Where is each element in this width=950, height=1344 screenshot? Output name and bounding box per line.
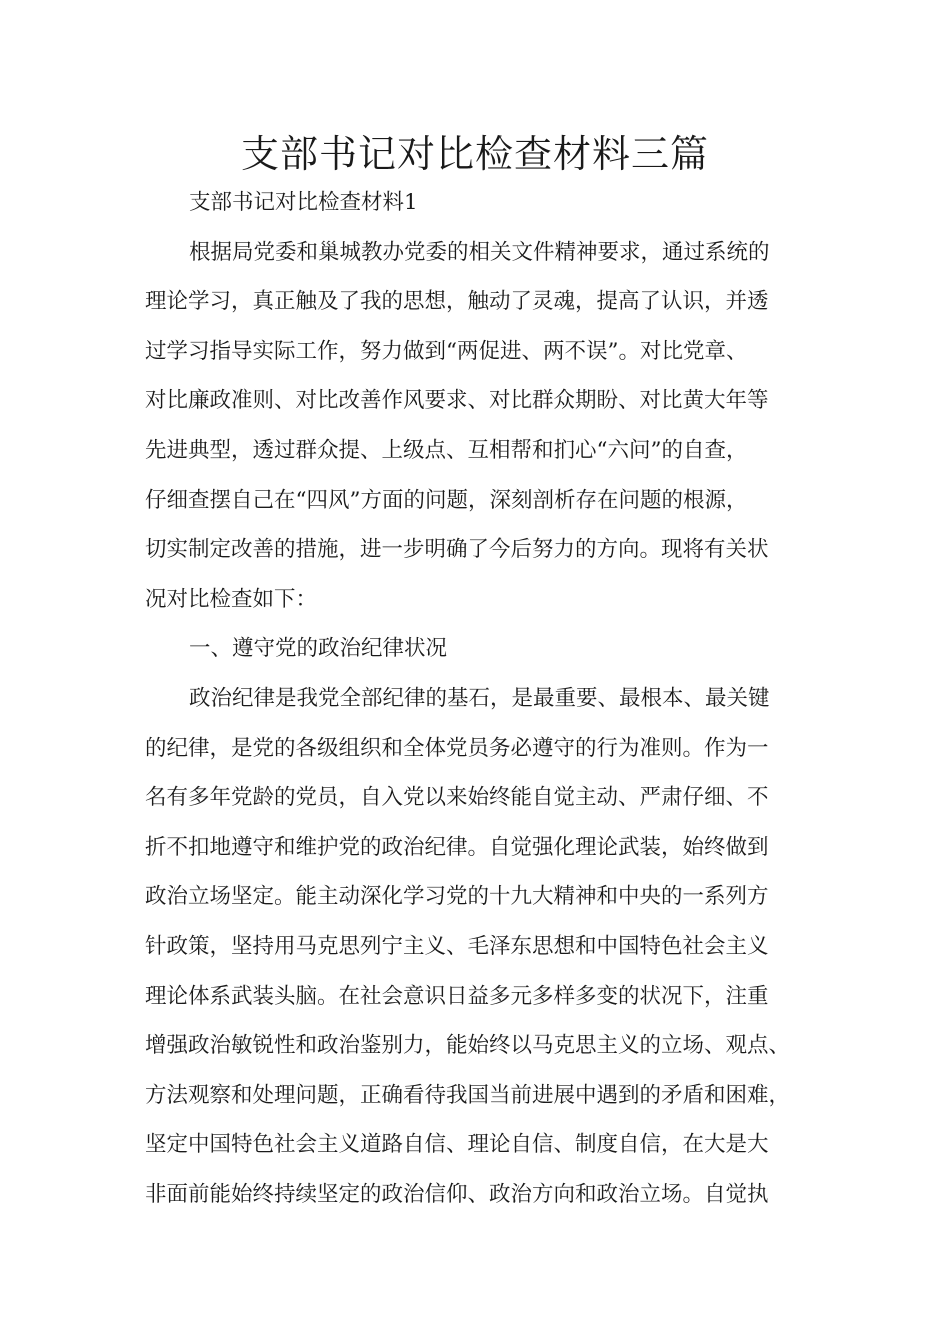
text-line: 仔细查摆自己在“四风”方面的问题，深刻剖析存在问题的根源，	[145, 487, 748, 513]
text-line: 对比廉政准则、对比改善作风要求、对比群众期盼、对比黄大年等	[145, 388, 769, 414]
text-line: 理论体系武装头脑。在社会意识日益多元多样多变的状况下，注重	[145, 983, 769, 1009]
text-line: 名有多年党龄的党员，自入党以来始终能自觉主动、严肃仔细、不	[145, 785, 769, 811]
text-line: 坚定中国特色社会主义道路自信、理论自信、制度自信，在大是大	[145, 1132, 769, 1158]
text-line: 针政策，坚持用马克思列宁主义、毛泽东思想和中国特色社会主义	[145, 933, 769, 959]
text-line: 政治纪律是我党全部纪律的基石，是最重要、最根本、最关键	[189, 685, 770, 711]
document-body	[145, 178, 817, 1219]
text-line: 折不扣地遵守和维护党的政治纪律。自觉强化理论武装，始终做到	[145, 834, 769, 860]
text-line: 过学习指导实际工作，努力做到“两促进、两不误”。对比党章、	[145, 338, 748, 364]
text-line: 切实制定改善的措施，进一步明确了今后努力的方向。现将有关状	[145, 537, 769, 563]
document-title: 支部书记对比检查材料三篇	[240, 132, 709, 176]
text-line: 方法观察和处理问题，正确看待我国当前进展中遇到的矛盾和困难，	[145, 1082, 791, 1108]
text-line: 非面前能始终持续坚定的政治信仰、政治方向和政治立场。自觉执	[145, 1181, 769, 1207]
text-line: 支部书记对比检查材料1	[189, 190, 418, 215]
text-line: 况对比检查如下：	[145, 586, 318, 612]
text-line: 政治立场坚定。能主动深化学习党的十九大精神和中央的一系列方	[145, 884, 769, 910]
text-line: 根据局党委和巢城教办党委的相关文件精神要求，通过系统的	[189, 239, 770, 265]
text-line: 先进典型，透过群众提、上级点、互相帮和扪心“六问”的自查，	[145, 437, 748, 463]
text-line: 的纪律，是党的各级组织和全体党员务必遵守的行为准则。作为一	[145, 735, 769, 761]
text-line: 一、遵守党的政治纪律状况	[189, 636, 448, 662]
text-line: 理论学习，真正触及了我的思想，触动了灵魂，提高了认识，并透	[145, 289, 769, 315]
text-line: 增强政治敏锐性和政治鉴别力，能始终以马克思主义的立场、观点、	[145, 1033, 791, 1059]
